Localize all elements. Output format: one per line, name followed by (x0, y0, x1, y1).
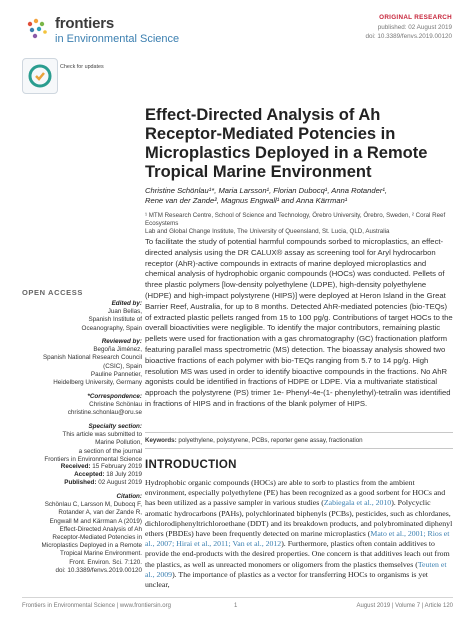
reviewed-by-section (22, 338, 142, 387)
editor-line: Spanish Institute of (88, 316, 142, 324)
check-for-updates-button[interactable] (22, 58, 58, 94)
keywords-divider-top (145, 432, 453, 433)
citation-heading: Citation: (116, 493, 142, 500)
footer-journal-link[interactable]: Frontiers in Environmental Science | www.frontiersin.org (22, 603, 171, 609)
citation-line: Receptor-Mediated Potencies in (52, 534, 142, 542)
article-title (145, 106, 445, 182)
accepted-label: Accepted: (74, 471, 105, 479)
intro-text: Hydrophobic organic compounds (HOCs) are able to sorb to plastics from the ambient environment, especially polyethylene (PE) has been recognized as a good sorbent for HOCs and has been utilized as a passive sampler in various studies ( (145, 478, 446, 508)
keywords-divider-bottom (145, 448, 453, 449)
abstract-text: To facilitate the study of potential harmful compounds sorbed to microplastics, an effect-directed analysis using the DR CALUX® assay as screening tool for Aryl hydrocarbon receptor (AhR)-active compounds in extracts of marine deployed microplastics and chemical analysis of hydrophobic organic compounds (HOCs) was conducted. Pellets of three plastic polymers [low-density polyethylene (LDPE), high-density polyethylene (HDPE) and high-impact polystyrene (HIPS)] were deployed at Heron Island in the Great Barrier Reef, Australia, for up to 8 months. Detected AhR-mediated potencies (bio-TEQs) of extracted plastic pellets ranged from 15 to 100 pg/g. Contributions of target HOCs to the overall bioactivities were negligible. To identify the major contributors, remaining plastic pellets were used for fractionation with a gas chromatography (GC) fractionation platform featuring parallel mass spectrometric (MS) detection. The bioassay analysis showed two bioactive fractions of each polymer with bio-TEQs ranging from 5.7 to 14 pg/g. High resolution MS was used in order to identify bioactive compounds in the fractions. No AhR agonists could be identified in fractions of HDPE or LDPE. Via a multivariate statistical approach the polystyrene (PS) trimer 1e- Phenyl-4e-(1- phenylethyl)-tetralin was identified in fractions of HIPS and in fractions of the blank polymer of HIPS. (145, 237, 453, 408)
citation-line: Engwall M and Kärrman A (2019) (49, 517, 142, 525)
introduction-heading: INTRODUCTION (145, 459, 237, 471)
reviewer-line: (CSIC), Spain (103, 362, 142, 370)
editor-line: Oceanography, Spain (81, 324, 142, 332)
doi-link[interactable]: doi: 10.3389/fenvs.2019.00120 (365, 33, 452, 40)
specialty-line: Frontiers in Environmental Science (44, 455, 142, 463)
correspondence-section (22, 393, 142, 418)
citation-link[interactable]: Teuten et al., 2009 (145, 559, 447, 579)
citation-line: Tropical Marine Environment. (59, 550, 142, 558)
correspondence-heading: *Correspondence: (87, 393, 142, 400)
published-date: published: 02 August 2019 (377, 24, 452, 31)
introduction-paragraph (145, 478, 453, 590)
intro-text: ). The importance of plastics as a vector for transferring HOCs to organisms is yet unclear, (145, 569, 428, 590)
citation-line: Microplastics Deployed in a Remote (41, 542, 142, 550)
affiliation-line: ¹ MTM Research Centre, School of Science and Technology, Örebro University, Örebro, Sweden, ² Coral Reef Ecosystems (145, 212, 446, 228)
citation-line: Schönlau C, Larsson M, Dubocq F, (44, 501, 142, 509)
intro-text: ). Furthermore, plastics often contain additives to provide the end-products with the desired properties. One concern is that additives leach out from the plastics, as well as unreacted monomers or oligomers from the plastics themselves ( (145, 539, 450, 569)
specialty-heading: Specialty section: (88, 423, 142, 430)
correspondence-name: Christine Schönlau (89, 401, 142, 409)
dates-section (22, 463, 142, 488)
title-line: Effect-Directed Analysis of Ah (145, 106, 381, 124)
author-list (145, 186, 450, 206)
published-label: Published: (64, 479, 97, 487)
affiliations (145, 212, 450, 237)
footer-issue-info: August 2019 | Volume 7 | Article 120 (356, 603, 453, 609)
correspondence-email-link[interactable]: christine.schonlau@oru.se (67, 409, 142, 417)
reviewer-line: Pauline Pannetier, (90, 370, 142, 378)
reviewer-line: Begoña Jiménez, (93, 346, 142, 354)
affiliation-line: Lab and Global Change Institute, The University of Queensland, St. Lucia, QLD, Australia (145, 228, 390, 236)
published-date-side: 02 August 2019 (98, 479, 142, 487)
specialty-line: a section of the journal (78, 447, 142, 455)
frontiers-logo-icon (26, 18, 50, 40)
article-type: ORIGINAL RESEARCH (379, 14, 452, 21)
open-access-label: OPEN ACCESS (22, 288, 83, 297)
citation-line: Effect-Directed Analysis of Ah (59, 525, 142, 533)
reviewed-by-heading: Reviewed by: (101, 338, 142, 345)
editor-line: Juan Bellas, (107, 308, 142, 316)
edited-by-section (22, 300, 142, 333)
title-line: Receptor-Mediated Potencies in (145, 125, 396, 143)
footer-page-number: 1 (234, 603, 238, 609)
citation-doi-link[interactable]: doi: 10.3389/fenvs.2019.00120 (55, 566, 142, 574)
check-for-updates-label: Check for updates (60, 64, 104, 70)
citation-section (22, 493, 142, 575)
keywords-text: polyethylene, polystyrene, PCBs, reporter gene assay, fractionation (178, 437, 363, 444)
edited-by-heading: Edited by: (111, 300, 142, 307)
title-line: Microplastics Deployed in a Remote (145, 144, 428, 162)
keywords-label: Keywords: (145, 437, 177, 444)
footer-divider (22, 597, 453, 598)
received-label: Received: (60, 463, 91, 470)
update-icon (23, 59, 57, 93)
citation-line: Front. Environ. Sci. 7:120. (69, 558, 142, 566)
intro-text: ). Polycyclic aromatic hydrocarbons (PAHs), polychlorinated biphenyls (PCBs), pesticides, such as chlordanes, dichlorodiphenyltrichloroethane (DDT) and its breakdown products, and polybrominated diphenyl ethers (PBDEs) have been frequently detected on marine microplastics ( (145, 498, 453, 539)
keywords-line (145, 437, 450, 444)
specialty-line: This article was submitted to (62, 431, 142, 439)
specialty-line: Marine Pollution, (95, 439, 142, 447)
citation-link[interactable]: Zabiegala et al., 2010 (323, 498, 392, 508)
citation-line: Rotander A, van der Zande R, (58, 509, 142, 517)
journal-name: in Environmental Science (55, 33, 180, 45)
reviewer-line: Heidelberg University, Germany (53, 379, 142, 387)
specialty-section (22, 423, 142, 464)
accepted-date: 18 July 2019 (106, 471, 142, 479)
author-line: Christine Schönlau¹*, Maria Larsson¹, Florian Dubocq¹, Anna Rotander¹, (145, 186, 387, 195)
citation-link[interactable]: Mato et al., 2001; Rios et al., 2007; Hirai et al., 2011; Van et al., 2012 (145, 529, 450, 549)
author-line: Rene van der Zande², Magnus Engwall¹ and Anna Kärrman¹ (145, 196, 348, 205)
title-line: Tropical Marine Environment (145, 163, 372, 181)
brand-name: frontiers (55, 15, 115, 32)
received-date: 15 February 2019 (92, 463, 142, 470)
reviewer-line: Spanish National Research Council (42, 354, 142, 362)
